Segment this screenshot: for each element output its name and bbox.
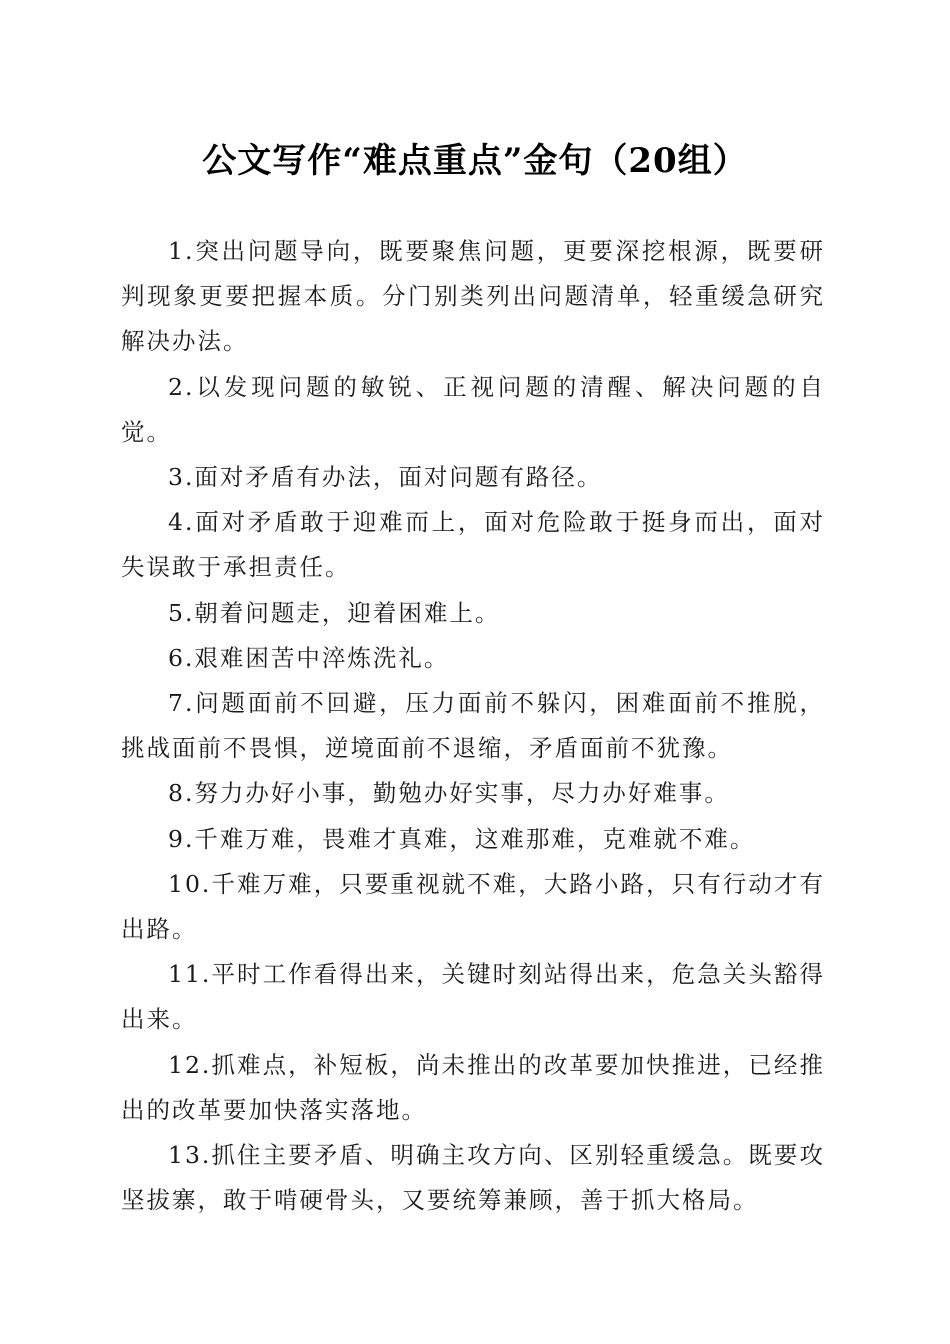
document-body [121,229,825,1223]
paragraph: 5.朝着问题走，迎着困难上。 [168,598,501,627]
paragraph: 11.平时工作看得出来，关键时刻站得出来，危急关头豁得出来。 [121,960,825,1034]
paragraph: 9.千难万难，畏难才真难，这难那难，克难就不难。 [168,824,756,853]
paragraph: 1.突出问题导向，既要聚焦问题，更要深挖根源，既要研判现象更要把握本质。分门别类列出问题清单，轻重缓急研究解决办法。 [121,237,825,356]
paragraph: 4.面对矛盾敢于迎难而上，面对危险敢于挺身而出，面对失误敢于承担责任。 [121,508,825,582]
paragraph: 10.千难万难，只要重视就不难，大路小路，只有行动才有出路。 [121,869,825,944]
paragraph: 8.努力办好小事，勤勉办好实事，尽力办好难事。 [168,779,730,808]
paragraph: 12.抓难点，补短板，尚未推出的改革要加快推进，已经推出的改革要加快落实落地。 [121,1050,825,1124]
paragraph: 7.问题面前不回避，压力面前不躲闪，困难面前不推脱，挑战面前不畏惧，逆境面前不退缩，矛盾面前不犹豫。 [121,689,825,763]
paragraph: 6.艰难困苦中淬炼洗礼。 [168,643,450,672]
document-title: 公文写作“难点重点”金句（20组） [202,141,748,181]
paragraph: 3.面对矛盾有办法，面对问题有路径。 [168,463,603,492]
paragraph: 13.抓住主要矛盾、明确主攻方向、区别轻重缓急。既要攻坚拔寨，敢于啃硬骨头，又要统筹兼顾，善于抓大格局。 [121,1141,825,1215]
paragraph: 2.以发现问题的敏锐、正视问题的清醒、解决问题的自觉。 [121,372,825,446]
